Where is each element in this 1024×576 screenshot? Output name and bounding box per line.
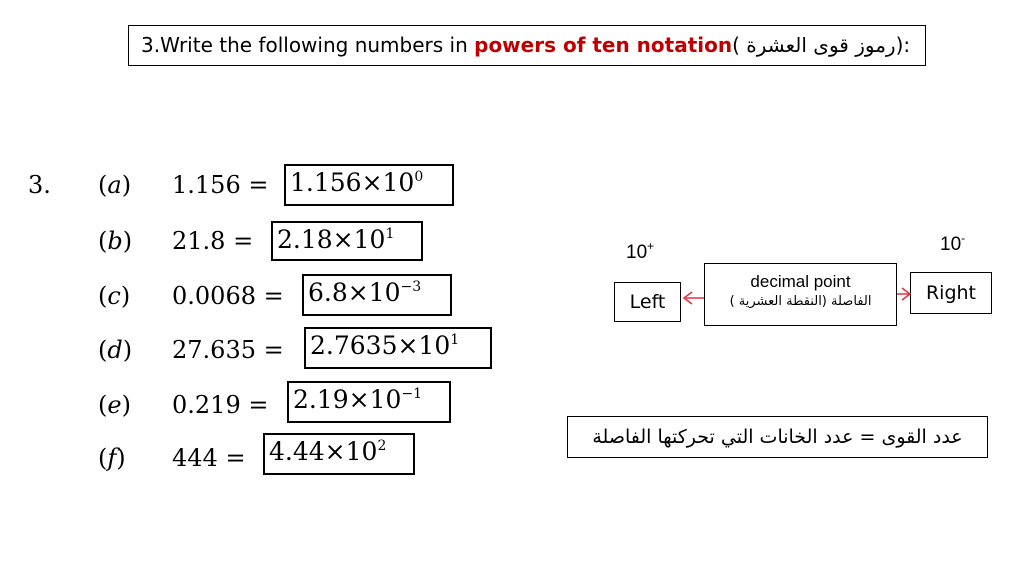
problem-e-answer: $2.19\times 10^{-1}$ xyxy=(287,381,451,423)
powers-rule-box xyxy=(567,416,988,458)
direction-arrows xyxy=(680,285,912,310)
problem-c-value: 0.0068 = xyxy=(172,282,284,310)
problem-b-value: 21.8 = xyxy=(172,227,254,255)
problem-c-answer: $6.8\times 10^{-3}$ xyxy=(302,274,452,316)
problem-number: 3. xyxy=(28,171,51,199)
title-box xyxy=(128,25,926,66)
problem-a-answer: $1.156\times 10^0$ xyxy=(284,164,454,206)
problem-b-letter: (b) xyxy=(98,227,133,255)
title-prefix: 3.Write the following numbers in xyxy=(141,33,475,57)
problem-a-letter: (a) xyxy=(98,171,132,199)
problem-a-value: 1.156 = xyxy=(172,171,269,199)
left-direction-box: Left xyxy=(614,282,681,322)
problem-c-letter: (c) xyxy=(98,282,131,310)
problem-d-answer: $2.7635\times 10^1$ xyxy=(304,327,492,369)
decimal-point-arabic-label: الفاصلة (النقطة العشرية ) xyxy=(729,294,872,309)
negative-power-label: 10- xyxy=(940,231,966,255)
decimal-point-label: decimal point xyxy=(750,272,851,291)
problem-e-letter: (e) xyxy=(98,391,131,419)
problem-f-value: 444 = xyxy=(172,444,246,472)
problem-e-value: 0.219 = xyxy=(172,391,269,419)
title-highlight: powers of ten notation xyxy=(474,33,733,57)
powers-rule-text: عدد القوى = عدد الخانات التي تحركتها الفاصلة xyxy=(592,426,963,448)
right-direction-box: Right xyxy=(910,272,992,314)
problem-f-letter: (f) xyxy=(98,444,126,472)
positive-power-label: 10+ xyxy=(626,239,655,263)
problem-d-value: 27.635 = xyxy=(172,336,284,364)
problem-b-answer: $2.18\times 10^1$ xyxy=(271,221,423,261)
problem-d-letter: (d) xyxy=(98,336,133,364)
problem-f-answer: $4.44\times 10^2$ xyxy=(263,433,415,475)
title-suffix: ( رموز قوى العشرة): xyxy=(732,33,911,57)
